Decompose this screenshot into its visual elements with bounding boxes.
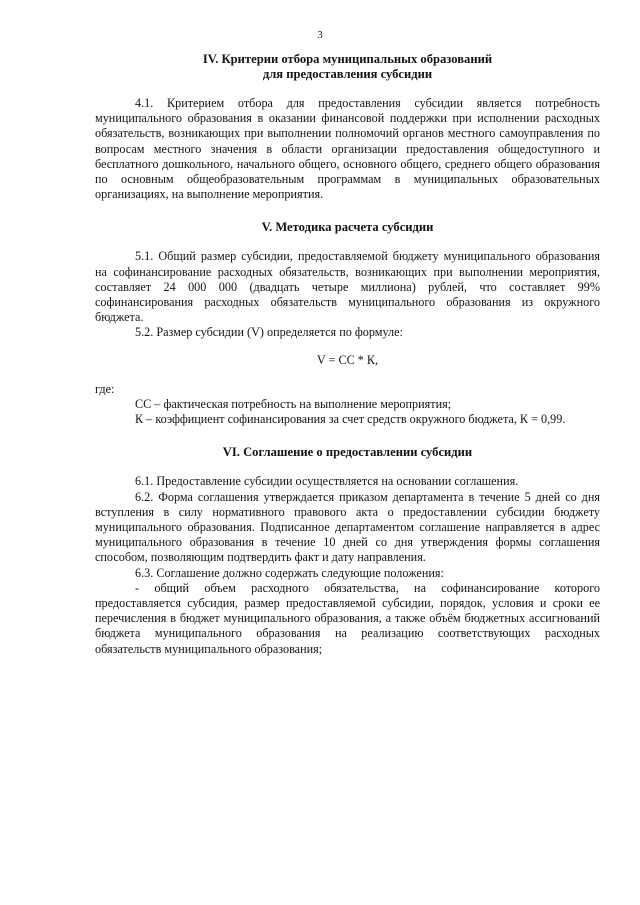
k-definition: К – коэффициент софинансирования за счет средств окружного бюджета, К = 0,99. (135, 412, 566, 427)
paragraph-5-1: 5.1. Общий размер субсидии, предоставляемой бюджету муниципального образования на софинансирование расходных обязательств, возникающих при выполнении мероприятия, составляет 24 000 000 (двадцать четыре миллиона) рублей, что составляет 99% софинансирования расходных обязательств муниципального образования из окружного бюджета. (95, 249, 600, 325)
section-6-heading: VI. Соглашение о предоставлении субсидии (222, 445, 473, 460)
section-4-heading-line1: IV. Критерии отбора муниципальных образований (202, 52, 493, 66)
paragraph-5-2: 5.2. Размер субсидии (V) определяется по формуле: (135, 325, 403, 340)
page-number: 3 (317, 29, 323, 41)
paragraph-6-2: 6.2. Форма соглашения утверждается приказом департамента в течение 5 дней со дня вступления в силу нормативного правового акта о предоставлении субсидии бюджету муниципального образования. Подписанное департаментом соглашение направляется в адрес муниципального образования в течение 10 дней со дня утверждения формы соглашения способом, позволяющим подтвердить факт и дату направления. (95, 489, 600, 565)
paragraph-4-1: 4.1. Критерием отбора для предоставления субсидии является потребность муниципального образования в оказании финансовой поддержки при исполнении расходных обязательств, возникающих при выполнении полномочий органов местного самоуправления по вопросам местного значения в области организации предоставления общедоступного и бесплатного дошкольного, начального общего, основного общего, среднего общего образования по основным общеобразовательным программам в муниципальных образовательных организациях, на выполнение мероприятия. (95, 96, 600, 202)
section-5 (95, 220, 600, 427)
section-5-heading: V. Методика расчета субсидии (261, 220, 434, 235)
section-4 (95, 52, 600, 202)
paragraph-6-3-item-1: - общий объем расходного обязательства, на софинансирование которого предоставляется субсидия, размер предоставляемой субсидии, порядок, условия и сроки ее перечисления в бюджет муниципального образования, а также объём бюджетных ассигнований бюджета муниципального образования на реализацию соответствующих расходных обязательств муниципального образования; (95, 580, 600, 656)
formula: V = СС * К, (316, 352, 379, 367)
paragraph-6-1: 6.1. Предоставление субсидии осуществляется на основании соглашения. (135, 474, 519, 489)
paragraph-6-3: 6.3. Соглашение должно содержать следующие положения: (135, 565, 444, 580)
where-label: где: (95, 381, 115, 396)
section-6 (95, 445, 600, 656)
section-4-heading-line2: для предоставления субсидии (262, 67, 433, 81)
document-body (95, 52, 600, 657)
cc-definition: СС – фактическая потребность на выполнение мероприятия; (135, 397, 452, 412)
